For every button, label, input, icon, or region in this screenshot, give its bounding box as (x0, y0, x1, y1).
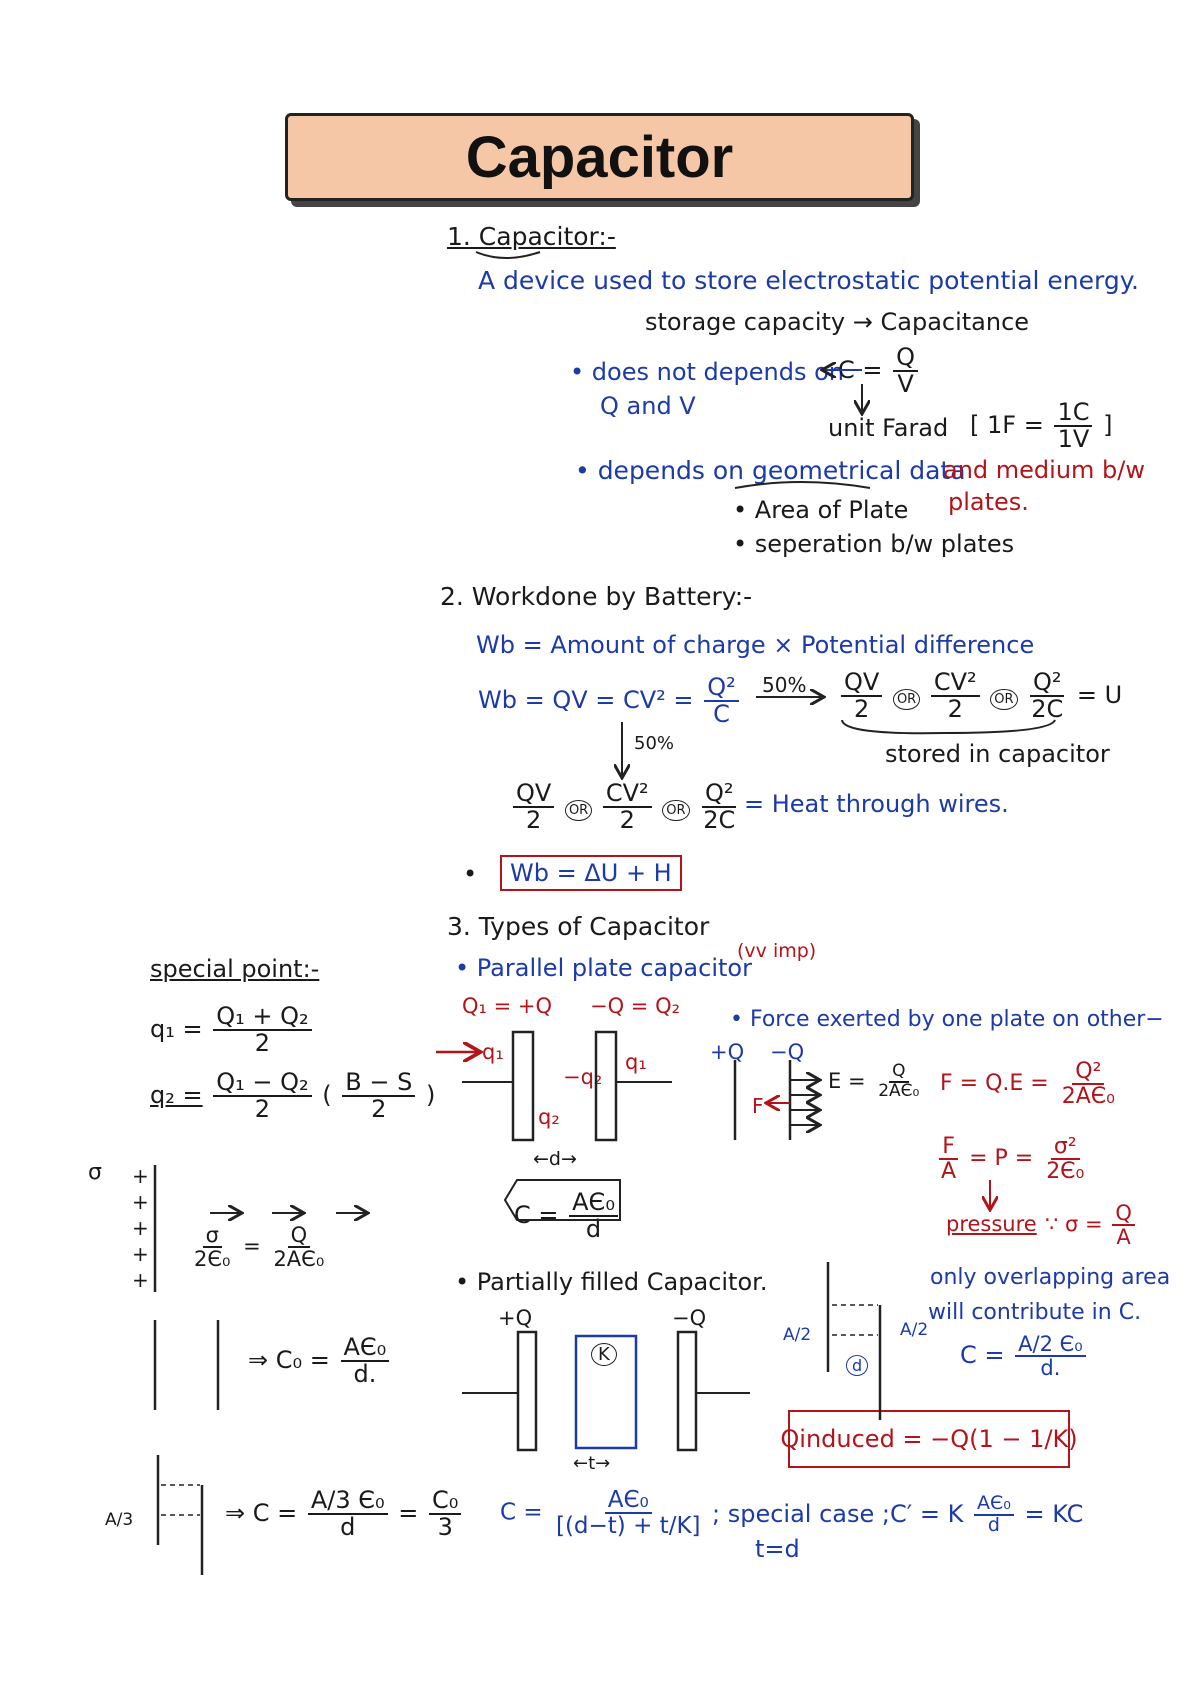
pressure-label: pressure (946, 1212, 1037, 1236)
qv: QV (841, 670, 882, 697)
chalf-lhs: C = (960, 1341, 1005, 1370)
depends-text: • depends on geometrical data (575, 456, 966, 485)
dielectric-k: K (591, 1343, 617, 1366)
s-eq: = (243, 1234, 261, 1259)
sq1-num: Q₁ + Q₂ (213, 1004, 311, 1031)
special-point-heading: special point:- (150, 955, 320, 983)
plus-2: + (132, 1190, 149, 1214)
h-two-a: 2 (526, 806, 542, 835)
plus-1: + (132, 1164, 149, 1188)
medium-text: and medium b/w (943, 456, 1145, 484)
c-den: V (897, 370, 914, 399)
overlap-text-2: will contribute in C. (928, 1300, 1142, 1325)
partial-heading: • Partially filled Capacitor. (455, 1268, 768, 1296)
c3-lhs: ⇒ C = (225, 1499, 298, 1528)
h-two-b: 2 (619, 806, 635, 835)
a-half-left: A/2 (783, 1325, 812, 1345)
dielectric-slab (576, 1336, 636, 1448)
c0-lhs: ⇒ C₀ = (248, 1346, 330, 1375)
sigma-num: Q (1112, 1202, 1135, 1226)
p-num: σ² (1051, 1135, 1080, 1160)
area-of-plate: • Area of Plate (733, 496, 909, 524)
e-lhs: E = (828, 1068, 866, 1093)
h-or-a: OR (565, 800, 592, 821)
plate-right (596, 1032, 616, 1140)
eq-kc: = KC (1024, 1499, 1084, 1528)
c-num: Q (893, 345, 918, 372)
q2b: Q² (1030, 670, 1065, 697)
q-and-v: Q and V (600, 392, 696, 420)
farad-num: 1C (1054, 400, 1092, 427)
wb-definition: Wb = Amount of charge × Potential difference (476, 631, 1035, 659)
sq1-den: 2 (254, 1029, 271, 1058)
q1-eq: Q₁ = +Q (462, 994, 553, 1018)
or-a: OR (893, 689, 920, 710)
plus-3: + (132, 1216, 149, 1240)
overlap-text: only overlapping area (930, 1265, 1171, 1290)
cform-num: AЄ₀ (569, 1190, 618, 1217)
c3-den: d (340, 1513, 356, 1542)
t-equals-d: t=d (755, 1535, 800, 1563)
t-thickness: ←t→ (573, 1453, 611, 1474)
sq2-num: Q₁ − Q₂ (213, 1070, 311, 1097)
plus-q: +Q (710, 1040, 745, 1064)
p-den: 2Є₀ (1046, 1159, 1085, 1185)
wb-q2: Q² (704, 675, 739, 702)
p-eq: = P = (969, 1146, 1034, 1172)
h-or-b: OR (662, 800, 689, 821)
cform-den: d (585, 1215, 602, 1244)
sq-num: Q (288, 1224, 311, 1248)
cp-lhs: C = (500, 1499, 543, 1526)
capacitor-definition: A device used to store electrostatic potential energy. (478, 266, 1139, 295)
c-lhs: C = (838, 356, 883, 385)
c3-num: A/3 Є₀ (308, 1488, 388, 1515)
or-b: OR (990, 689, 1017, 710)
q1-right: q₁ (625, 1050, 647, 1074)
neg-q2: −q₂ (563, 1065, 603, 1089)
c3-eq: = (398, 1499, 419, 1528)
s-num: σ (203, 1224, 222, 1248)
induced-charge-box: Qinduced = −Q(1 − 1/K) (788, 1410, 1070, 1468)
fifty-pct-right: 50% (762, 673, 807, 697)
fifty-pct-down: 50% (634, 733, 675, 754)
cprime-lhs: C′ = K (890, 1499, 964, 1528)
section2-heading: 2. Workdone by Battery:- (440, 582, 753, 611)
storage-capacity: storage capacity → Capacitance (645, 308, 1030, 336)
partial-minus-q: −Q (672, 1306, 707, 1330)
d-separation: ←d→ (533, 1148, 577, 1170)
stored-in-capacitor: stored in capacitor (885, 740, 1110, 768)
chalf-num: A/2 Є₀ (1015, 1333, 1086, 1357)
sq1-lhs: q₁ = (150, 1015, 203, 1044)
farad-definition: [ 1F = $\frac{1C}{1V}$ ] (970, 398, 1113, 454)
plate-left (513, 1032, 533, 1140)
f-den: 2AЄ₀ (1061, 1084, 1115, 1110)
wb-lhs: Wb = QV = CV² = (478, 686, 694, 715)
eq-u: = U (1076, 681, 1123, 710)
heat-through-wires: = Heat through wires. (744, 790, 1009, 818)
cform-lhs: C = (514, 1201, 559, 1230)
f-num: Q² (1072, 1060, 1104, 1085)
two-a: 2 (854, 695, 870, 724)
e-num: Q (889, 1063, 908, 1083)
fa-num: F (939, 1135, 958, 1160)
q1-left: q₁ (482, 1040, 504, 1064)
plates-text: plates. (948, 488, 1029, 516)
farad-den: 1V (1057, 425, 1090, 454)
force-label: F (752, 1094, 764, 1118)
cv2: CV² (931, 670, 980, 697)
cp-num: AЄ₀ (605, 1488, 652, 1514)
page-title: Capacitor (465, 124, 734, 190)
cprime-num: AЄ₀ (974, 1494, 1014, 1516)
parallel-plate-heading: • Parallel plate capacitor (455, 954, 752, 982)
h-twoc: 2C (703, 806, 736, 835)
a-half-right: A/2 (900, 1320, 929, 1340)
sigma-den: A (1116, 1225, 1131, 1250)
special-case: ; special case ; (712, 1500, 890, 1528)
c0-num: AЄ₀ (341, 1335, 390, 1362)
twoc: 2C (1031, 695, 1064, 724)
fa-den: A (941, 1159, 957, 1185)
wb-c: C (713, 700, 730, 729)
q2-inner: q₂ (538, 1105, 560, 1129)
partial-plus-q: +Q (498, 1306, 533, 1330)
sq2-den: 2 (254, 1095, 271, 1124)
separation-plates: • seperation b/w plates (733, 530, 1015, 558)
b-minus-s: B − S (342, 1070, 415, 1097)
q2-special: q₂ = $\frac{\text{Q₁ − Q₂}}{2}$ ( $\frac{B - S}{2}$ ) (150, 1068, 436, 1124)
a-third-label: A/3 (105, 1510, 134, 1530)
energy-balance-box: Wb = ΔU + H (500, 855, 682, 891)
minus-q: −Q (770, 1040, 805, 1064)
d-circle: d (846, 1355, 868, 1376)
partial-plate-right (678, 1332, 696, 1450)
section3-heading: 3. Types of Capacitor (447, 912, 710, 941)
c03-den: 3 (437, 1513, 453, 1542)
q2-eq: −Q = Q₂ (590, 994, 681, 1018)
plus-4: + (132, 1242, 149, 1266)
c03-num: C₀ (429, 1488, 461, 1515)
sq2-lhs: q₂ = (150, 1081, 203, 1110)
cprime-den: d (987, 1513, 1000, 1536)
two-b: 2 (947, 695, 963, 724)
unit-farad: unit Farad (828, 414, 949, 442)
s-den: 2Є₀ (194, 1247, 231, 1272)
farad-lhs: 1F = (987, 411, 1044, 440)
partial-plate-left (518, 1332, 536, 1450)
vv-imp: (vv imp) (737, 940, 817, 962)
h-qv: QV (513, 781, 554, 808)
not-depend-text: • does not depends on (570, 358, 845, 386)
cp-den: [(d−t) + t/K] (555, 1513, 701, 1540)
h-cv2: CV² (603, 781, 652, 808)
force-heading: • Force exerted by one plate on other− (730, 1007, 1164, 1032)
plus-5: + (132, 1268, 149, 1292)
c0-den: d. (353, 1360, 377, 1389)
section1-heading: 1. Capacitor:- (447, 222, 616, 251)
bs-den: 2 (371, 1095, 387, 1124)
sigma-label: σ (88, 1160, 102, 1185)
f-lhs: F = Q.E = (940, 1071, 1049, 1097)
e-den: 2AЄ₀ (878, 1080, 920, 1101)
h-q2: Q² (702, 781, 737, 808)
chalf-den: d. (1040, 1356, 1061, 1381)
sq-den: 2AЄ₀ (273, 1247, 325, 1272)
sigma-lhs: ∵ σ = (1045, 1212, 1103, 1237)
